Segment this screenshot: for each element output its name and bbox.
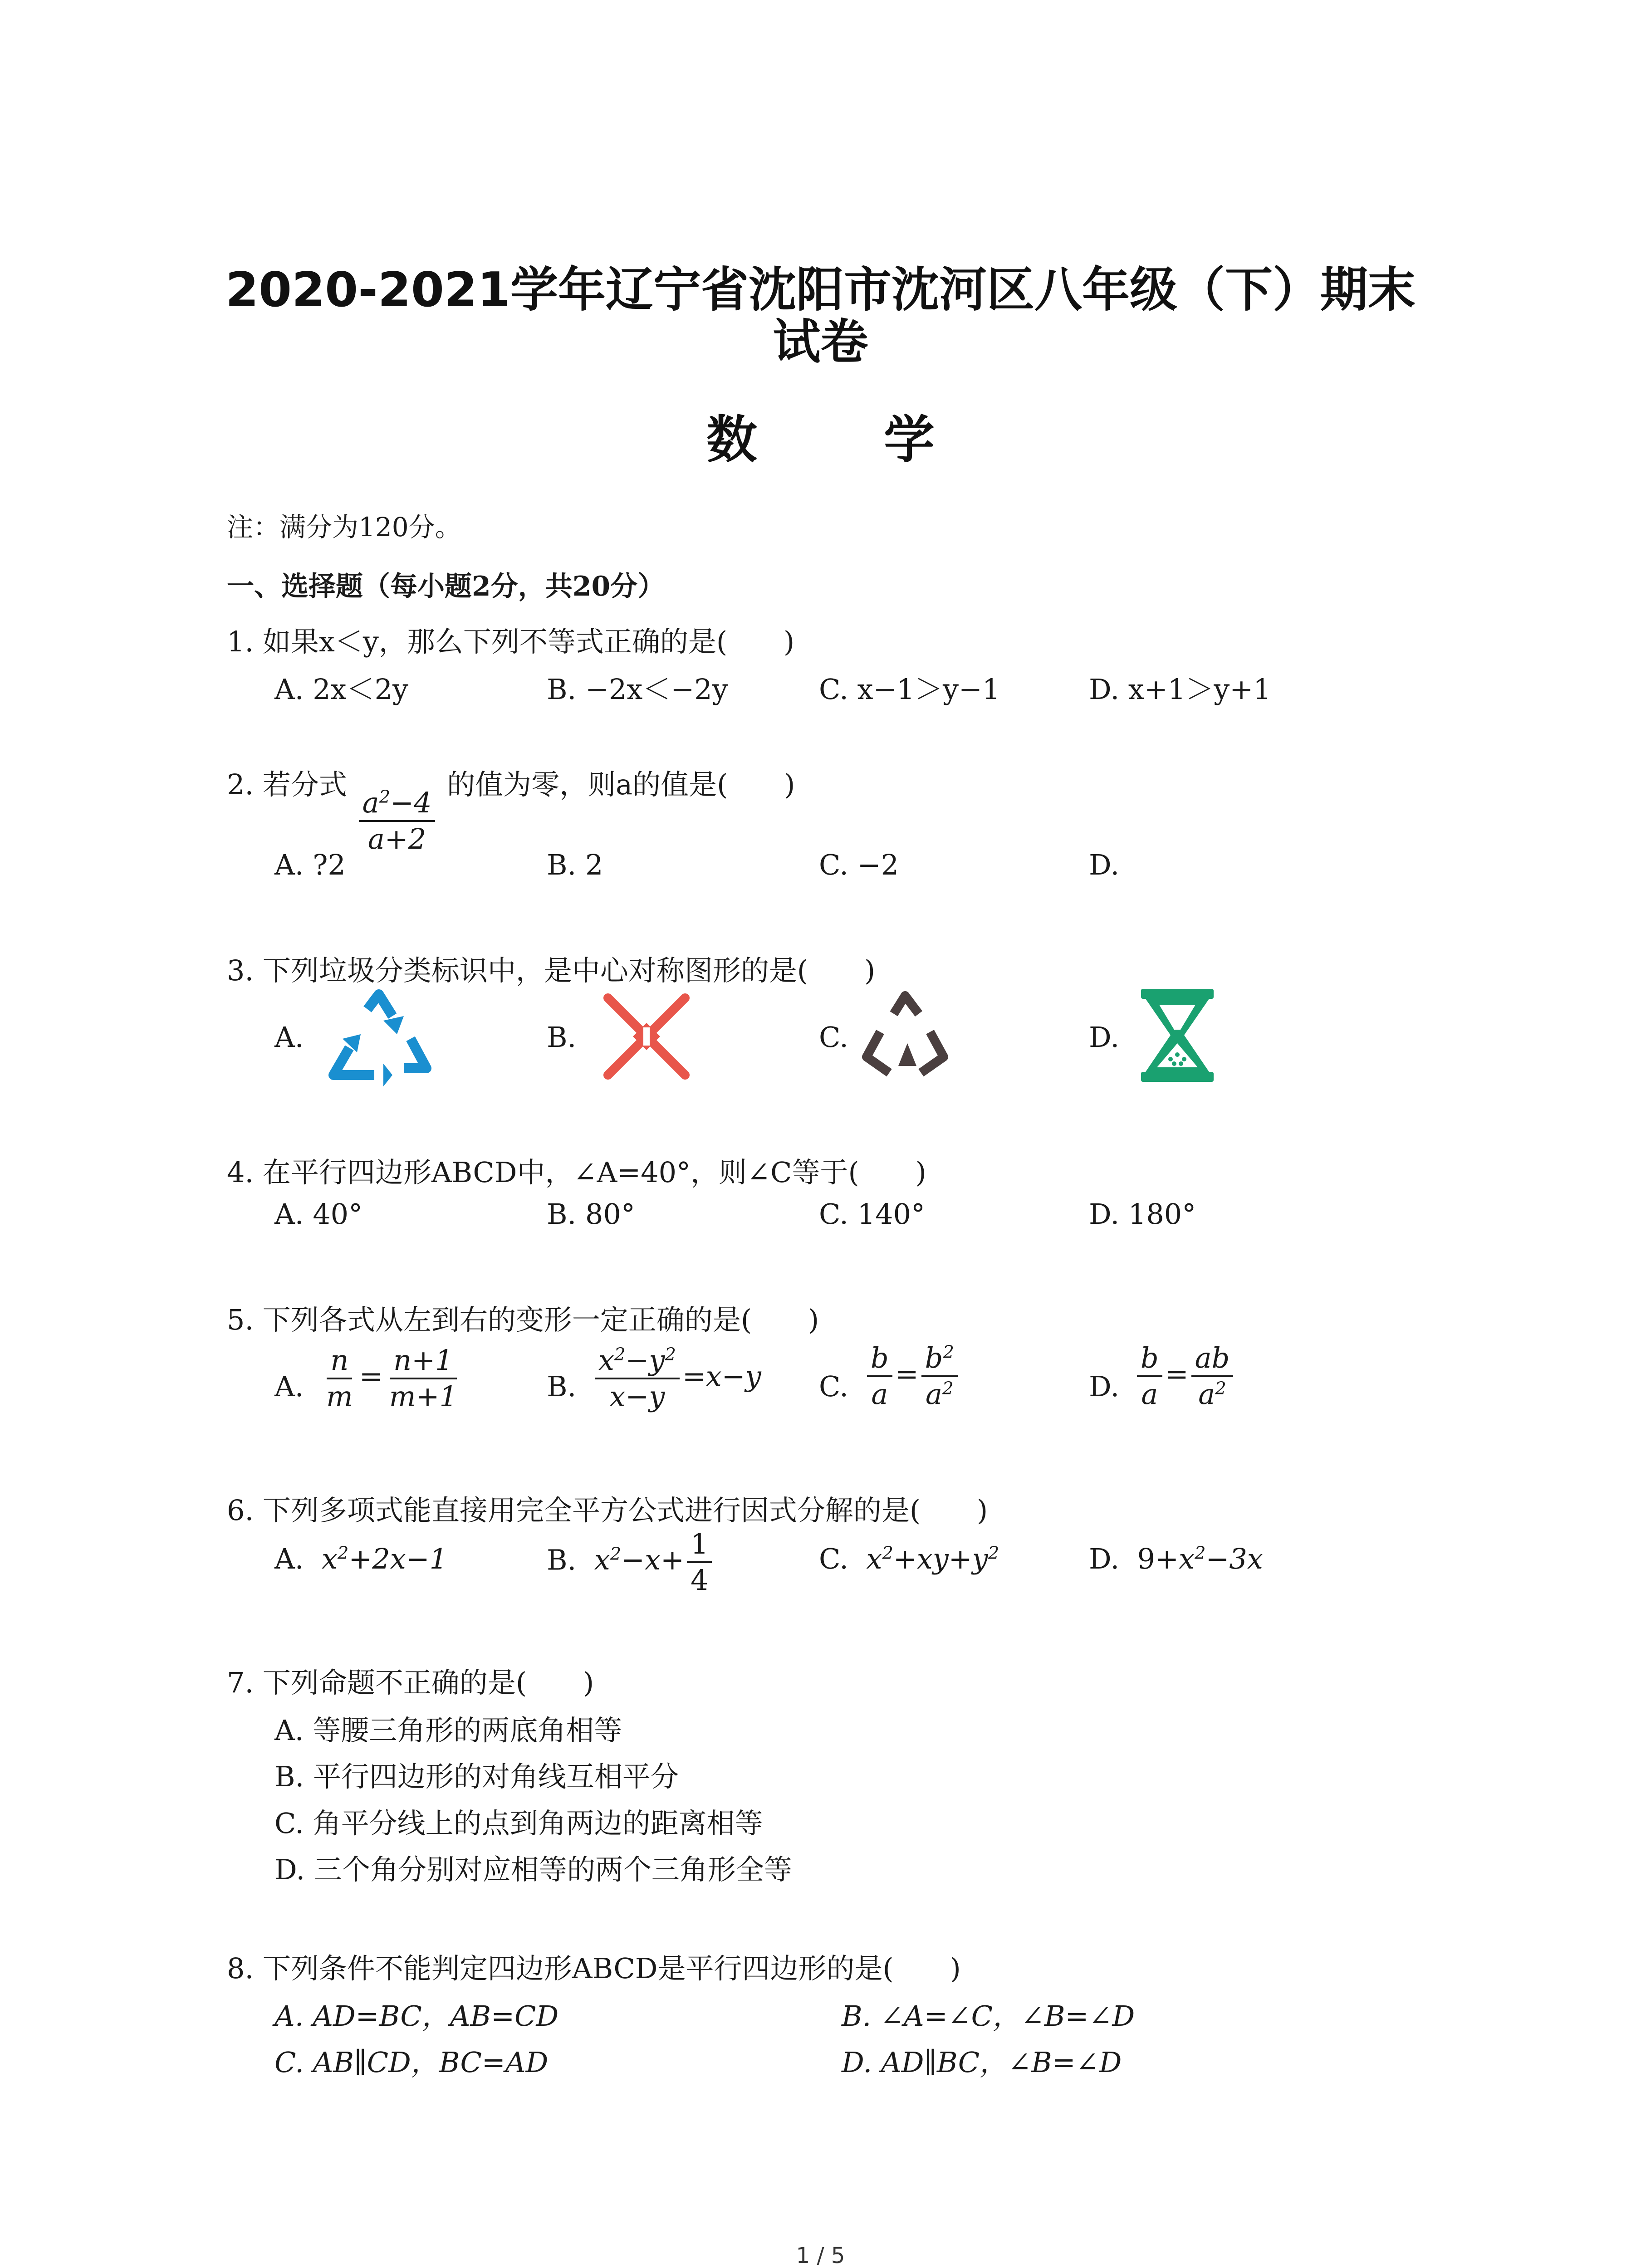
q1-option-b: B. −2x＜−2y [547, 673, 728, 706]
question-3-stem: 3. 下列垃圾分类标识中，是中心对称图形的是( ) [227, 954, 876, 987]
question-1-stem: 1. 如果x＜y，那么下列不等式正确的是( ) [227, 625, 795, 658]
q5-option-a-label: A. [274, 1370, 304, 1403]
q2-fraction [359, 787, 436, 855]
q5-option-a-expr: $\frac{n}{m}$ = $\frac{n+1}{m+1}$ [326, 1344, 457, 1413]
question-2-stem [227, 762, 795, 855]
compress-arrows-icon [599, 989, 694, 1084]
page-number: 1 / 5 [796, 2243, 845, 2268]
question-7-stem: 7. 下列命题不正确的是( ) [227, 1666, 594, 1699]
q8-option-d: D. AD∥BC，∠B=∠D [842, 2046, 1122, 2079]
question-4-stem: 4. 在平行四边形ABCD中，∠A=40°，则∠C等于( ) [227, 1156, 926, 1189]
q5-option-d-label: D. [1089, 1370, 1120, 1403]
q7-option-b: B. 平行四边形的对角线互相平分 [274, 1760, 679, 1793]
q1-option-a: A. 2x＜2y [274, 673, 409, 706]
recycle-icon [324, 989, 433, 1089]
q6-option-c: C. $x^2+xy+y^2$ [819, 1542, 999, 1575]
q4-option-b: B. 80° [547, 1198, 635, 1231]
q6-option-b: B. $x^2-x+$ $\frac{1}{4}$ [547, 1529, 715, 1596]
q6-option-d: D. $9+x^2-3x$ [1089, 1542, 1263, 1575]
q2-option-c: C. −2 [819, 848, 899, 881]
q2-option-d: D. [1089, 848, 1120, 881]
q1-option-c: C. x−1＞y−1 [819, 673, 1000, 706]
q8-option-c: C. AB∥CD，BC=AD [274, 2046, 549, 2079]
q4-option-d: D. 180° [1089, 1198, 1196, 1231]
q5-option-c-expr: $\frac{b}{a}$ = $\frac{b^2}{a^2}$ [864, 1343, 960, 1410]
q2-option-a: A. ?2 [274, 848, 346, 881]
q2-stem-post: 的值为零，则a的值是( ) [447, 768, 795, 801]
q2-stem-pre: 2. 若分式 [227, 768, 347, 801]
q5-option-c-label: C. [819, 1370, 848, 1403]
exam-title-line2: 试卷 [773, 314, 868, 370]
q8-option-a: A. AD=BC，AB=CD [274, 1999, 559, 2033]
q7-option-a: A. 等腰三角形的两底角相等 [274, 1714, 622, 1747]
q5-option-d-expr: $\frac{b}{a}$ = $\frac{ab}{a^2}$ [1134, 1343, 1236, 1410]
q2-option-b: B. 2 [547, 848, 603, 881]
q3-option-d: D. [1089, 1021, 1120, 1054]
question-6-stem: 6. 下列多项式能直接用完全平方公式进行因式分解的是( ) [227, 1494, 988, 1527]
question-8-stem: 8. 下列条件不能判定四边形ABCD是平行四边形的是( ) [227, 1952, 961, 1985]
q1-option-d: D. x+1＞y+1 [1089, 673, 1271, 706]
score-note: 注：满分为120分。 [227, 512, 461, 543]
q5-option-b-expr: $\frac{x^2-y^2}{x-y}$ =x−y [592, 1345, 761, 1412]
q2-fraction-denominator: a+2 [367, 822, 426, 856]
hourglass-icon [1139, 987, 1216, 1084]
exam-title-line1: 2020-2021学年辽宁省沈阳市沈河区八年级（下）期末 [225, 262, 1416, 318]
question-5-stem: 5. 下列各式从左到右的变形一定正确的是( ) [227, 1303, 819, 1336]
q3-option-a: A. [274, 1021, 304, 1054]
q3-option-b: B. [547, 1021, 577, 1054]
q2-fraction-numerator: $a^2-4$ [359, 787, 436, 822]
q4-option-a: A. 40° [274, 1198, 363, 1231]
q8-option-b: B. ∠A=∠C，∠B=∠D [842, 1999, 1135, 2033]
q7-option-c: C. 角平分线上的点到角两边的距离相等 [274, 1807, 763, 1840]
subject-title: 数 学 [706, 411, 989, 469]
q4-option-c: C. 140° [819, 1198, 925, 1231]
q3-option-c: C. [819, 1021, 848, 1054]
q7-option-d: D. 三个角分别对应相等的两个三角形全等 [274, 1853, 792, 1886]
recycle-dark-icon [862, 989, 948, 1089]
q6-option-a: A. $x^2+2x-1$ [274, 1542, 448, 1575]
section-heading: 一、选择题（每小题2分，共20分） [227, 571, 665, 602]
q5-option-b-label: B. [547, 1370, 577, 1403]
